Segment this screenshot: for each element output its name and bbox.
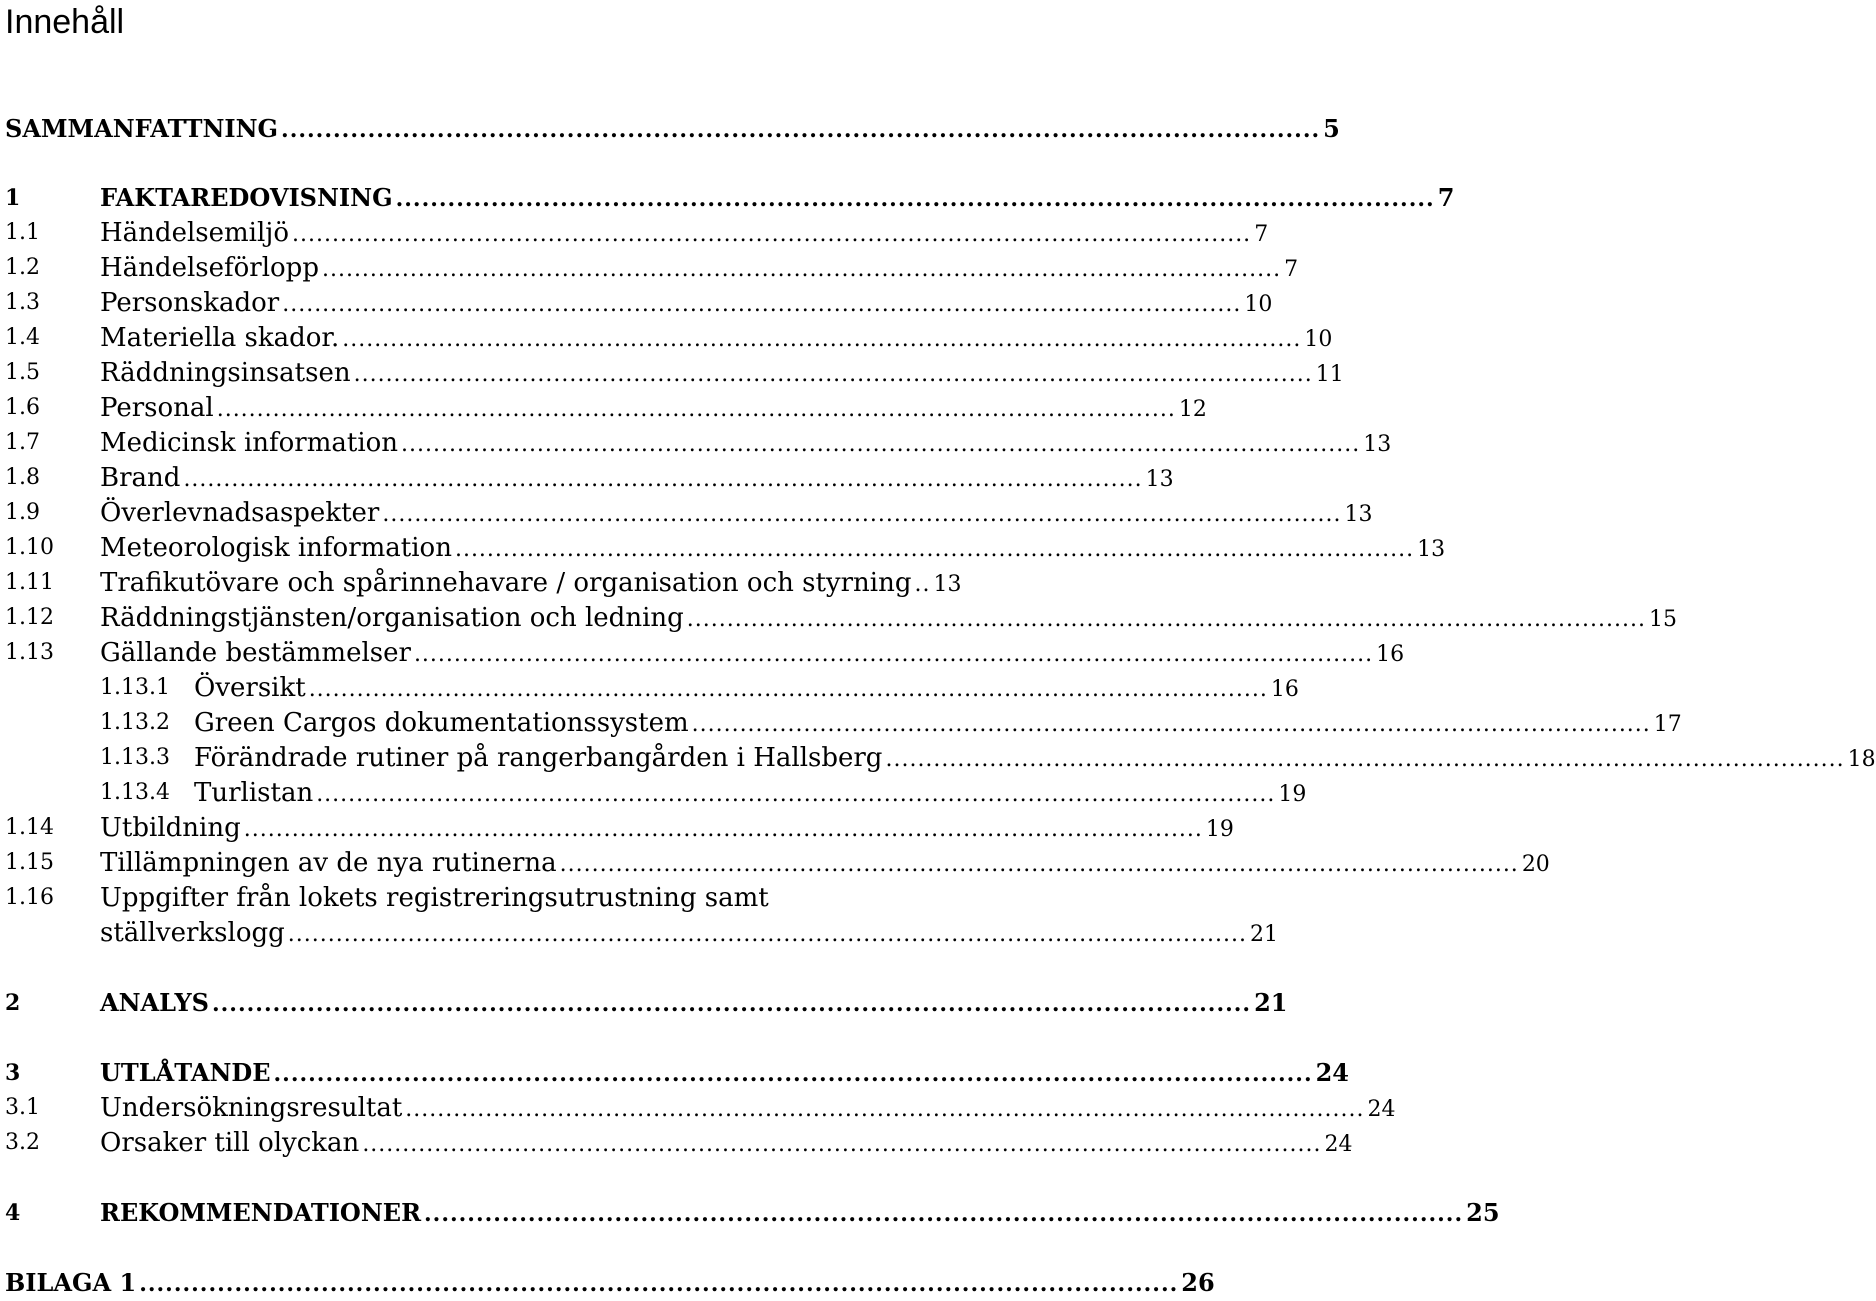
toc-dot-leader: ........................................................................................................................ [281, 117, 1321, 143]
toc-entry-number: 1.16 [5, 885, 54, 910]
toc-entry-row[interactable] [100, 636, 1405, 672]
toc-page-number[interactable]: 7 [1284, 257, 1299, 282]
toc-entry-row[interactable] [100, 461, 1174, 497]
toc-entry-row[interactable] [100, 531, 1446, 567]
toc-entry-row[interactable] [100, 251, 1299, 287]
toc-entry-number: 4 [5, 1200, 21, 1226]
toc-dot-leader: ........................................................................................................................ [282, 292, 1242, 317]
toc-page-number[interactable]: 17 [1653, 712, 1682, 737]
toc-entry-title[interactable]: REKOMMENDATIONER [100, 1198, 422, 1227]
toc-dot-leader: ........................................................................................................................ [211, 991, 1252, 1017]
toc-page-number[interactable]: 24 [1367, 1097, 1396, 1122]
toc-dot-leader: ........................................................................................................................ [691, 712, 1651, 737]
toc-entry-title[interactable]: Personskador [100, 288, 280, 318]
toc-entry-förändrade-rutiner-på-rangerbangården-i-hallsberg[interactable] [0, 741, 1876, 775]
toc-page-number[interactable]: 26 [1181, 1268, 1215, 1297]
toc-entry-row[interactable] [100, 1091, 1396, 1127]
toc-entry-title[interactable]: Turlistan [194, 778, 314, 808]
toc-entry-row[interactable] [100, 356, 1344, 392]
toc-entry-row[interactable] [5, 1266, 1215, 1301]
toc-entry-title[interactable]: Gällande bestämmelser [100, 638, 411, 668]
toc-entry-row[interactable] [100, 1126, 1353, 1162]
toc-page-number[interactable]: 11 [1315, 362, 1344, 387]
toc-entry-number: 1.1 [5, 220, 40, 245]
toc-entry-title[interactable]: Händelseförlopp [100, 253, 319, 283]
toc-entry-title[interactable]: SAMMANFATTNING [5, 114, 279, 143]
page-title: Innehåll [5, 3, 125, 41]
toc-entry-title[interactable]: Meteorologisk information [100, 533, 452, 563]
toc-entry-number: 1.5 [5, 360, 40, 385]
toc-dot-leader: ........................................................................................................................ [454, 537, 1415, 562]
toc-dot-leader: ........................................................................................................................ [273, 1061, 1313, 1087]
toc-entry-materiella-skador[interactable] [0, 321, 1333, 355]
toc-entry-row[interactable] [194, 706, 1682, 742]
toc-entry-händelsemiljö[interactable] [0, 216, 1269, 250]
toc-entry-number: 1.2 [5, 255, 40, 280]
toc-dot-leader: ........................................................................................................................ [405, 1097, 1365, 1122]
toc-page-number[interactable]: 19 [1278, 782, 1307, 807]
toc-dot-leader: ........................................................................................................................ [287, 922, 1247, 947]
toc-dot-leader: ........................................................................................................................ [382, 502, 1342, 527]
toc-entry-trafikutövare-och-spårinnehavare-organisation-och-styrning[interactable] [0, 566, 960, 600]
toc-page-number[interactable]: 21 [1254, 988, 1288, 1017]
toc-page-number[interactable]: 16 [1376, 642, 1405, 667]
toc-entry-row[interactable] [100, 986, 1288, 1021]
toc-entry-number: 1.7 [5, 430, 40, 455]
toc-page-number[interactable]: 13 [1363, 432, 1392, 457]
toc-entry-title[interactable]: BILAGA 1 [5, 1268, 137, 1297]
toc-dot-leader: ........................................................................................................................ [321, 257, 1282, 282]
toc-entry-title[interactable]: Överlevnadsaspekter [100, 498, 380, 528]
toc-entry-title[interactable]: Medicinsk information [100, 428, 399, 458]
toc-entry-title[interactable]: Räddningstjänsten/organisation och ledning [100, 603, 684, 633]
toc-entry-row[interactable] [100, 391, 1207, 427]
toc-entry-title[interactable]: UTLÅTANDE [100, 1058, 271, 1087]
toc-entry-number: 1.14 [5, 815, 54, 840]
toc-dot-leader: ........................................................................................................................ [424, 1201, 1464, 1227]
toc-entry-row[interactable] [194, 741, 1876, 777]
toc-entry-meteorologisk-information[interactable] [0, 531, 1446, 565]
toc-dot-leader: ........................................................................................................................ [413, 642, 1374, 667]
toc-entry-row[interactable] [100, 811, 1234, 847]
toc-entry-number: 1.10 [5, 535, 54, 560]
toc-dot-leader: .. [914, 572, 931, 597]
toc-entry-undersökningsresultat[interactable] [0, 1091, 1396, 1125]
toc-entry-analys[interactable] [0, 986, 1288, 1020]
toc-entry-row[interactable] [100, 321, 1333, 357]
toc-entry-number: 1.13.2 [100, 710, 170, 735]
toc-entry-sammanfattning[interactable] [0, 112, 1340, 146]
toc-entry-row[interactable] [100, 496, 1373, 532]
toc-entry-bilaga-1[interactable] [0, 1266, 1215, 1300]
toc-entry-rekommendationer[interactable] [0, 1196, 1500, 1230]
toc-entry-title[interactable]: Räddningsinsatsen [100, 358, 351, 388]
toc-entry-row[interactable] [194, 776, 1307, 812]
toc-entry-number: 2 [5, 990, 21, 1016]
toc-entry-title[interactable]: Personal [100, 393, 214, 423]
toc-entry-number: 1.6 [5, 395, 40, 420]
toc-dot-leader: ........................................................................................................................ [308, 677, 1268, 702]
toc-entry-row[interactable] [5, 112, 1340, 147]
toc-dot-leader: ........................................................................................................................ [183, 467, 1143, 492]
toc-entry-personal[interactable] [0, 391, 1207, 425]
toc-page-number[interactable]: 20 [1521, 852, 1550, 877]
toc-page-number[interactable]: 13 [1344, 502, 1373, 527]
toc-entry-row[interactable] [100, 1196, 1500, 1231]
toc-entry-title[interactable]: Översikt [194, 673, 306, 703]
toc-entry-title[interactable]: ANALYS [100, 988, 209, 1017]
toc-entry-number: 1 [5, 185, 21, 211]
toc-entry-number: 1.13.1 [100, 675, 170, 700]
toc-dot-leader: ........................................................................................................................ [885, 747, 1845, 772]
toc-dot-leader: ........................................................................................................................ [139, 1271, 1179, 1297]
toc-entry-title[interactable]: Materiella skador. [100, 323, 340, 353]
toc-dot-leader: ........................................................................................................................ [401, 432, 1361, 457]
toc-entry-räddningsinsatsen[interactable] [0, 356, 1344, 390]
toc-entry-row[interactable] [100, 916, 1278, 952]
toc-entry-title[interactable]: Green Cargos dokumentationssystem [194, 708, 689, 738]
toc-entry-row[interactable] [100, 216, 1269, 252]
toc-page-number[interactable]: 10 [1244, 292, 1273, 317]
toc-entry-green-cargos-dokumentationssystem[interactable] [0, 706, 1682, 740]
toc-entry-händelseförlopp[interactable] [0, 251, 1299, 285]
toc-page-number[interactable]: 13 [933, 572, 962, 597]
toc-dot-leader: ........................................................................................................................ [353, 362, 1313, 387]
toc-entry-number: 1.13.3 [100, 745, 170, 770]
toc-entry-row[interactable] [100, 566, 962, 602]
toc-entry-översikt[interactable] [0, 671, 1299, 705]
toc-entry-title[interactable]: Undersökningsresultat [100, 1093, 403, 1123]
toc-entry-number: 1.3 [5, 290, 40, 315]
toc-entry-number: 3 [5, 1060, 21, 1086]
toc-entry-turlistan[interactable] [0, 776, 1307, 810]
toc-dot-leader: ........................................................................................................................ [559, 852, 1519, 877]
toc-entry-row[interactable] [194, 671, 1299, 707]
toc-entry-title[interactable]: ställverkslogg [100, 918, 285, 948]
toc-entry-number: 1.12 [5, 605, 54, 630]
toc-entry-räddningstjänsten-organisation-och-ledning[interactable] [0, 601, 1677, 635]
toc-entry-number: 3.2 [5, 1130, 40, 1155]
toc-entry-title-line1[interactable]: Uppgifter från lokets registreringsutrustning samt [100, 883, 769, 913]
toc-entry-utlåtande[interactable] [0, 1056, 1350, 1090]
toc-dot-leader: ........................................................................................................................ [362, 1132, 1322, 1157]
toc-entry-number: 1.4 [5, 325, 40, 350]
toc-entry-row[interactable] [100, 601, 1677, 637]
toc-entry-number: 1.9 [5, 500, 40, 525]
toc-entry-personskador[interactable] [0, 286, 1273, 320]
toc-entry-brand[interactable] [0, 461, 1174, 495]
toc-entry-number: 1.8 [5, 465, 40, 490]
toc-page-number[interactable]: 24 [1315, 1058, 1350, 1087]
toc-dot-leader: ........................................................................................................................ [316, 782, 1276, 807]
toc-entry-title[interactable]: Orsaker till olyckan [100, 1128, 360, 1158]
toc-entry-number: 1.13 [5, 640, 54, 665]
toc-entry-faktaredovisning[interactable] [0, 181, 1455, 215]
toc-entry-orsaker-till-olyckan[interactable] [0, 1126, 1353, 1160]
toc-entry-title[interactable]: Händelsemiljö [100, 218, 289, 248]
toc-entry-title[interactable]: Förändrade rutiner på rangerbangården i Hallsberg [194, 743, 883, 773]
toc-page-number[interactable]: 5 [1323, 114, 1340, 143]
toc-page-number[interactable]: 15 [1648, 607, 1677, 632]
toc-entry-tillämpningen-av-de-nya-rutinerna[interactable] [0, 846, 1550, 880]
toc-page-number[interactable]: 19 [1205, 817, 1234, 842]
toc-entry-row[interactable] [100, 1056, 1350, 1091]
toc-dot-leader: ........................................................................................................................ [395, 186, 1435, 212]
toc-entry-number: 1.15 [5, 850, 54, 875]
toc-dot-leader: ........................................................................................................................ [243, 817, 1203, 842]
toc-entry-title[interactable]: Trafikutövare och spårinnehavare / organisation och styrning [100, 568, 912, 598]
toc-page-number[interactable]: 16 [1270, 677, 1299, 702]
toc-page-number[interactable]: 7 [1254, 222, 1269, 247]
toc-entry-row[interactable] [100, 286, 1273, 322]
toc-page-number[interactable]: 21 [1249, 922, 1278, 947]
toc-entry-number: 1.13.4 [100, 780, 170, 805]
toc-entry-number: 3.1 [5, 1095, 40, 1120]
toc-entry-number: 1.11 [5, 570, 54, 595]
toc-entry-title[interactable]: Tillämpningen av de nya rutinerna [100, 848, 557, 878]
toc-dot-leader: ........................................................................................................................ [216, 397, 1176, 422]
toc-page-number[interactable]: 7 [1437, 183, 1455, 212]
toc-page-number[interactable]: 13 [1145, 467, 1174, 492]
toc-dot-leader: ........................................................................................................................ [342, 327, 1302, 352]
toc-page-number[interactable]: 25 [1466, 1198, 1500, 1227]
toc-entry-utbildning[interactable] [0, 811, 1234, 845]
toc-dot-leader: ........................................................................................................................ [686, 607, 1646, 632]
toc-entry-gällande-bestämmelser[interactable] [0, 636, 1405, 670]
toc-entry-överlevnadsaspekter[interactable] [0, 496, 1373, 530]
toc-page-number[interactable]: 18 [1847, 747, 1876, 772]
toc-entry-title[interactable]: FAKTAREDOVISNING [100, 183, 393, 212]
toc-page-number[interactable]: 13 [1417, 537, 1446, 562]
toc-entry-medicinsk-information[interactable] [0, 426, 1392, 460]
toc-page-number[interactable]: 10 [1304, 327, 1333, 352]
toc-entry-row[interactable] [100, 426, 1392, 462]
toc-dot-leader: ........................................................................................................................ [292, 222, 1252, 247]
toc-entry-row[interactable] [100, 846, 1550, 882]
toc-entry-row[interactable] [100, 181, 1455, 216]
toc-page-number[interactable]: 12 [1178, 397, 1207, 422]
toc-entry-title[interactable]: Brand [100, 463, 181, 493]
toc-page-number[interactable]: 24 [1324, 1132, 1353, 1157]
toc-entry-title[interactable]: Utbildning [100, 813, 241, 843]
